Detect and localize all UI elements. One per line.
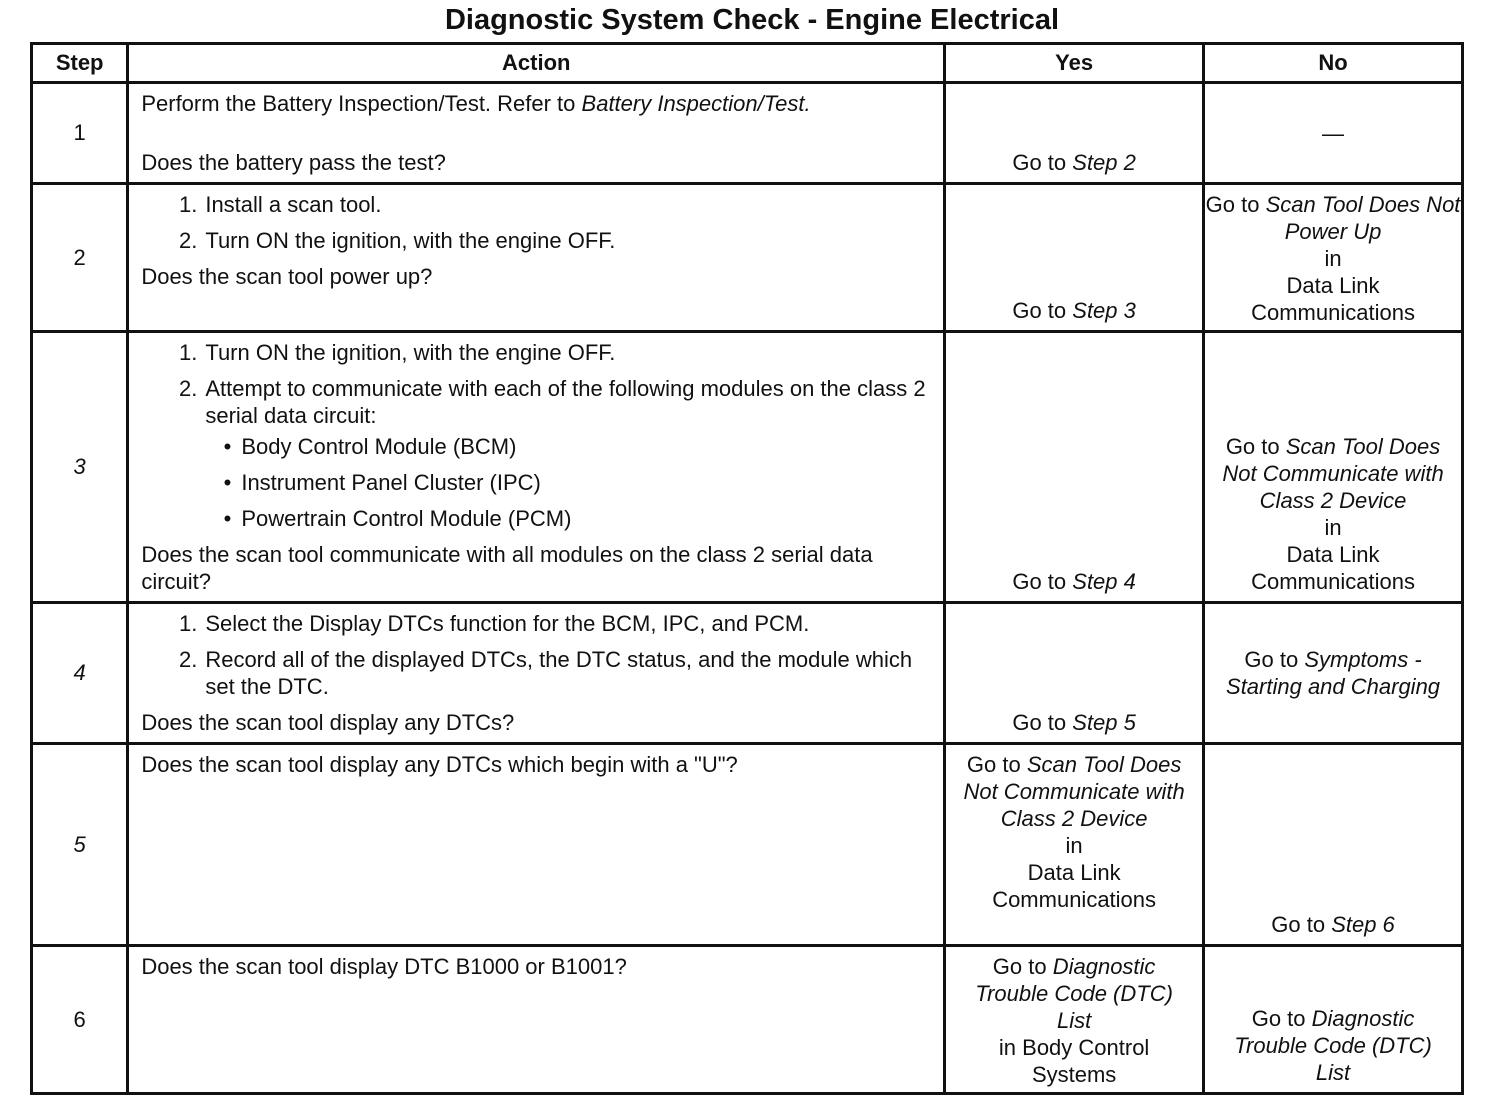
yes-link[interactable]: Scan Tool Does Not Communicate with Class 2 Device (963, 752, 1185, 831)
step-number: 1 (32, 83, 128, 184)
list-item: 1. Install a scan tool. (178, 192, 382, 217)
yes-link[interactable]: Diagnostic Trouble Code (DTC) List (975, 954, 1173, 1033)
action-cell (128, 332, 945, 603)
no-cell: Go to Scan Tool Does Not Communicate with Class 2 Device in Data Link Communications (1204, 332, 1463, 603)
no-link[interactable]: Step 6 (1331, 912, 1395, 937)
question-text: Does the scan tool display DTC B1000 or B1001? (141, 954, 627, 979)
question-text: Does the scan tool display any DTCs which begin with a "U"? (141, 752, 738, 777)
step-number: 6 (32, 946, 128, 1094)
table-row (32, 603, 1463, 744)
step-number: 5 (32, 744, 128, 946)
list-item: 2. Attempt to communicate with each of the following modules on the class 2 serial data circuit: (178, 376, 926, 428)
header-row (32, 44, 1463, 83)
step-number: 3 (32, 332, 128, 603)
no-link[interactable]: Scan Tool Does Not Power Up (1265, 192, 1461, 244)
yes-cell: Go to Step 5 (945, 603, 1204, 744)
action-cell (128, 744, 945, 946)
list-item: 1. Select the Display DTCs function for the BCM, IPC, and PCM. (178, 611, 810, 636)
header-no: No (1204, 44, 1463, 83)
yes-link[interactable]: Step 4 (1072, 569, 1136, 594)
table-row (32, 332, 1463, 603)
numbered-list (141, 191, 929, 254)
question-text: Does the scan tool communicate with all modules on the class 2 serial data circuit? (141, 542, 873, 594)
table-row (32, 184, 1463, 332)
list-item: • Body Control Module (BCM) (223, 434, 517, 459)
step-number: 2 (32, 184, 128, 332)
header-action: Action (128, 44, 945, 83)
list-item: 2. Record all of the displayed DTCs, the DTC status, and the module which set the DTC. (178, 647, 913, 699)
no-link[interactable]: Symptoms - Starting and Charging (1226, 647, 1441, 699)
action-reference: Battery Inspection/Test. (581, 91, 811, 116)
numbered-list (141, 339, 929, 429)
step-number: 4 (32, 603, 128, 744)
yes-link[interactable]: Step 5 (1072, 710, 1136, 735)
yes-cell: Go to Step 2 (945, 83, 1204, 184)
yes-cell: Go to Diagnostic Trouble Code (DTC) List in Body Control Systems (945, 946, 1204, 1094)
numbered-list (141, 610, 929, 700)
no-link[interactable]: Scan Tool Does Not Communicate with Class 2 Device (1222, 434, 1444, 513)
no-cell: Go to Symptoms - Starting and Charging (1204, 603, 1463, 744)
yes-link[interactable]: Step 3 (1072, 298, 1136, 323)
no-link[interactable]: Diagnostic Trouble Code (DTC) List (1234, 1006, 1432, 1085)
action-text: Perform the Battery Inspection/Test. Refer to Battery Inspection/Test. (141, 91, 811, 116)
yes-cell: Go to Step 4 (945, 332, 1204, 603)
yes-link[interactable]: Step 2 (1072, 150, 1136, 175)
table-row (32, 83, 1463, 184)
no-cell: Go to Step 6 (1204, 744, 1463, 946)
yes-cell: Go to Scan Tool Does Not Communicate with Class 2 Device in Data Link Communications (945, 744, 1204, 946)
question-text: Does the scan tool display any DTCs? (141, 710, 515, 735)
page-title: Diagnostic System Check - Engine Electrical (444, 4, 1060, 36)
diagnostic-table (30, 42, 1464, 1095)
yes-cell: Go to Step 3 (945, 184, 1204, 332)
question-text: Does the battery pass the test? (141, 150, 446, 175)
no-cell: — (1204, 83, 1463, 184)
list-item: • Instrument Panel Cluster (IPC) (223, 470, 541, 495)
no-cell: Go to Scan Tool Does Not Power Up in Data Link Communications (1204, 184, 1463, 332)
bullet-list (197, 433, 929, 532)
action-cell (128, 603, 945, 744)
table-row (32, 946, 1463, 1094)
no-cell: Go to Diagnostic Trouble Code (DTC) List (1204, 946, 1463, 1094)
action-cell (128, 946, 945, 1094)
list-item: 2. Turn ON the ignition, with the engine OFF. (178, 228, 616, 253)
header-step: Step (32, 44, 128, 83)
action-cell (128, 83, 945, 184)
action-cell (128, 184, 945, 332)
question-text: Does the scan tool power up? (141, 264, 433, 289)
header-yes: Yes (945, 44, 1204, 83)
list-item: 1. Turn ON the ignition, with the engine OFF. (178, 340, 616, 365)
list-item: • Powertrain Control Module (PCM) (223, 506, 572, 531)
table-row (32, 744, 1463, 946)
